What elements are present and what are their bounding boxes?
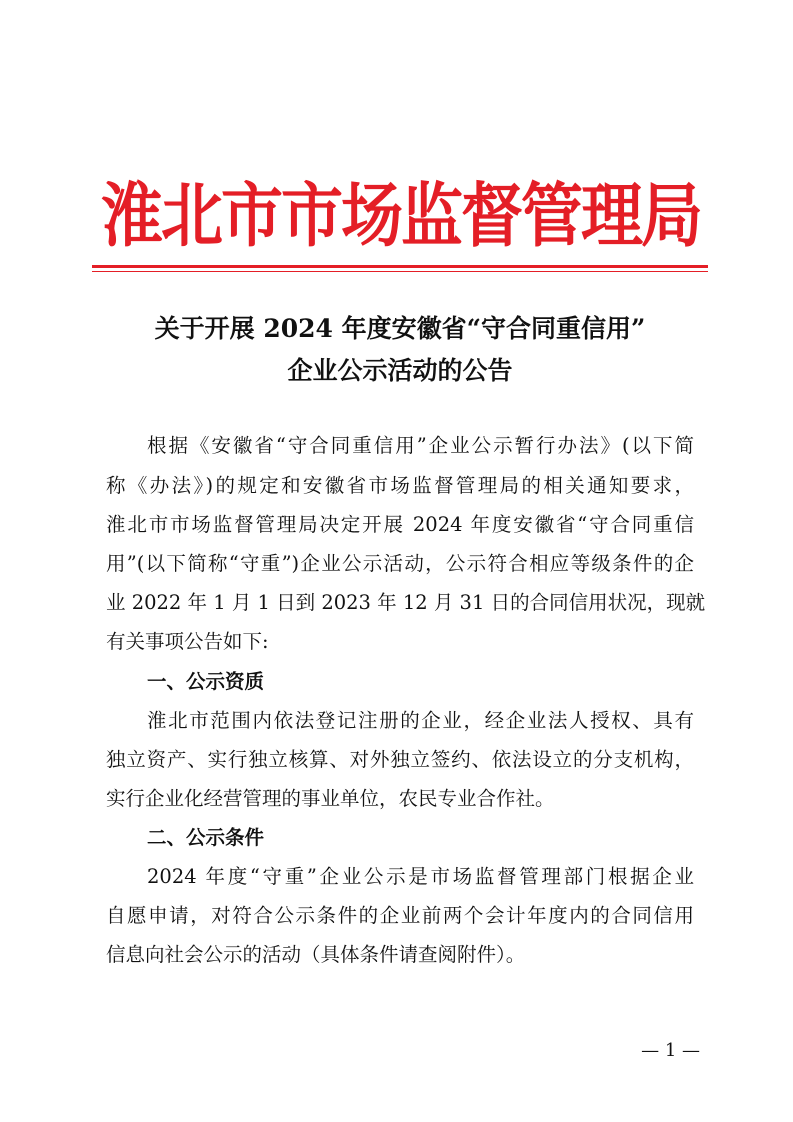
masthead-red-rule-thick (92, 265, 708, 268)
section-2-line-3: 信息向社会公示的活动（具体条件请查阅附件）。 (106, 943, 526, 966)
intro-line-5: 业 2022 年 1 月 1 日到 2023 年 12 月 31 日的合同信用状况，现就 (106, 591, 706, 614)
masthead-title: 淮北市市场监督管理局 (100, 174, 701, 257)
document-title-line-1: 关于开展 2024 年度安徽省“守合同重信用” (154, 314, 646, 343)
section-2-line-1: 2024 年度“守重”企业公示是市场监督管理部门根据企业 (147, 865, 694, 888)
section-1-line-2: 独立资产、实行独立核算、对外独立签约、依法设立的分支机构， (106, 748, 694, 771)
section-1-line-1: 淮北市范围内依法登记注册的企业，经企业法人授权、具有 (147, 709, 694, 732)
section-2-line-2: 自愿申请，对符合公示条件的企业前两个会计年度内的合同信用 (106, 904, 694, 927)
section-2-heading: 二、公示条件 (147, 826, 265, 849)
intro-line-1: 根据《安徽省“守合同重信用”企业公示暂行办法》(以下简 (147, 434, 694, 457)
masthead-red-rule-thin (92, 271, 708, 272)
section-1-line-3: 实行企业化经营管理的事业单位，农民专业合作社。 (106, 787, 555, 810)
intro-line-2: 称《办法》)的规定和安徽省市场监督管理局的相关通知要求， (106, 474, 694, 497)
intro-line-6: 有关事项公告如下: (106, 630, 269, 653)
document-title-line-2: 企业公示活动的公告 (287, 356, 513, 385)
page-number: — 1 — (641, 1040, 700, 1061)
intro-line-3: 淮北市市场监督管理局决定开展 2024 年度安徽省“守合同重信 (106, 513, 694, 536)
section-1-heading: 一、公示资质 (147, 670, 265, 693)
intro-line-4: 用”(以下简称“守重”)企业公示活动，公示符合相应等级条件的企 (106, 552, 694, 575)
